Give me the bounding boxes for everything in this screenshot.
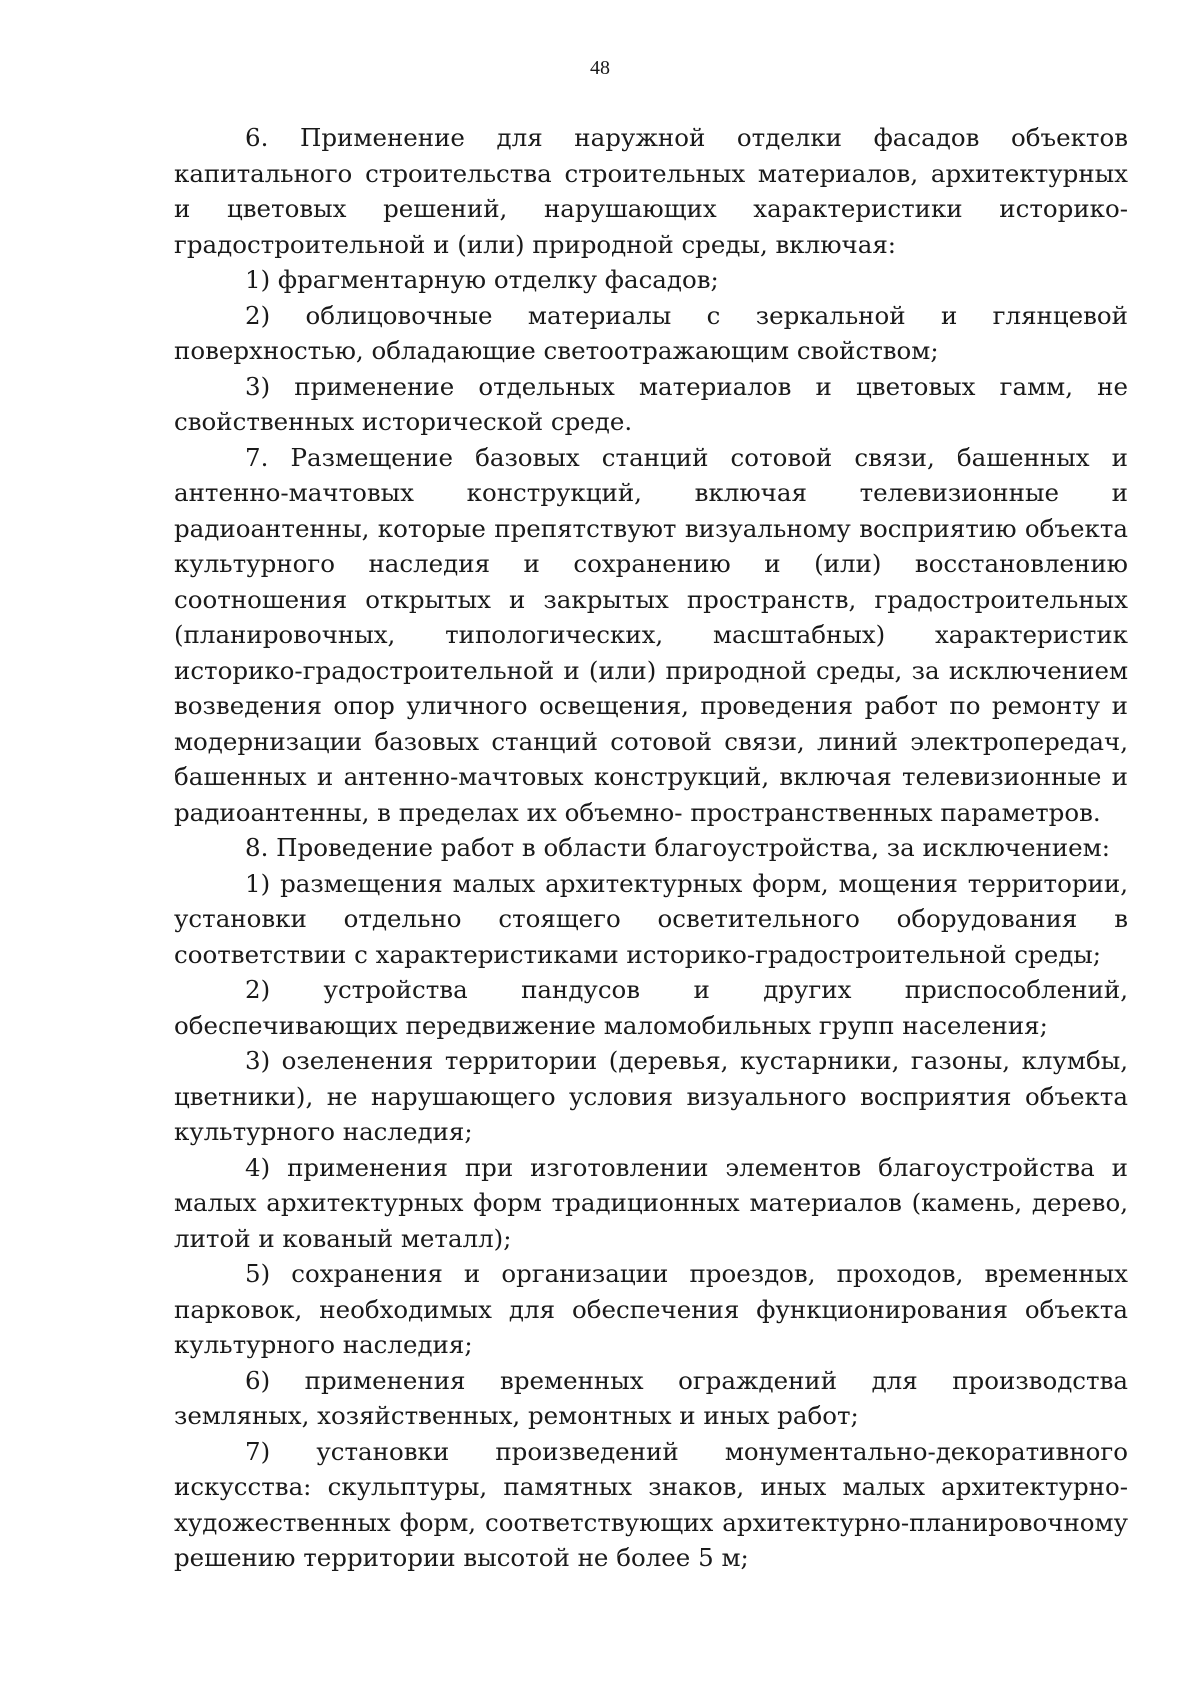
paragraph-item-6: 6. Применение для наружной отделки фасадов объектов капитального строительства строительных материалов, архитектурных и цветовых решений, нарушающих характеристики историко-градостроительной и (или) природной среды, включая: bbox=[174, 123, 1128, 259]
paragraph-item-7: 7. Размещение базовых станций сотовой связи, башенных и антенно-мачтовых конструкций, включая телевизионные и радиоантенны, которые препятствуют визуальному восприятию объекта культурного наследия и сохранению и (или) восстановлению соотношения открытых и закрытых пространств, градостроительных (планировочных, типологических, масштабных) характеристик историко-градостроительной и (или) природной среды, за исключением возведения опор уличного освещения, проведения работ по ремонту и модернизации базовых станций сотовой связи, линий электропередач, башенных и антенно-мачтовых конструкций, включая телевизионные и радиоантенны, в пределах их объемно- пространственных параметров. bbox=[174, 442, 1128, 827]
paragraph-subitem-8-6: 6) применения временных ограждений для производства земляных, хозяйственных, ремонтных и иных работ; bbox=[174, 1365, 1128, 1430]
paragraph-subitem-8-7: 7) установки произведений монументально-декоративного искусства: скульптуры, памятных знаков, иных малых архитектурно-художественных форм, соответствующих архитектурно-планировочному решению территории высотой не более 5 м; bbox=[174, 1436, 1128, 1572]
paragraph-subitem-6-2: 2) облицовочные материалы с зеркальной и глянцевой поверхностью, обладающие светоотражающим свойством; bbox=[174, 300, 1128, 365]
paragraph-item-8: 8. Проведение работ в области благоустройства, за исключением: bbox=[245, 833, 1110, 862]
document-body bbox=[174, 120, 1128, 1576]
paragraph-subitem-8-5: 5) сохранения и организации проездов, проходов, временных парковок, необходимых для обеспечения функционирования объекта культурного наследия; bbox=[174, 1259, 1128, 1359]
paragraph-subitem-8-1: 1) размещения малых архитектурных форм, мощения территории, установки отдельно стоящего осветительного оборудования в соответствии с характеристиками историко-градостроительной среды; bbox=[174, 868, 1128, 969]
paragraph-subitem-6-3: 3) применение отдельных материалов и цветовых гамм, не свойственных исторической среде. bbox=[174, 371, 1128, 436]
paragraph-subitem-6-1: 1) фрагментарную отделку фасадов; bbox=[245, 265, 719, 294]
page-number: 48 bbox=[590, 57, 610, 79]
paragraph-subitem-8-4: 4) применения при изготовлении элементов благоустройства и малых архитектурных форм традиционных материалов (камень, дерево, литой и кованый металл); bbox=[174, 1152, 1128, 1253]
paragraph-subitem-8-3: 3) озеленения территории (деревья, кустарники, газоны, клумбы, цветники), не нарушающего условия визуального восприятия объекта культурного наследия; bbox=[174, 1046, 1128, 1146]
paragraph-subitem-8-2: 2) устройства пандусов и других приспособлений, обеспечивающих передвижение маломобильных групп населения; bbox=[174, 975, 1128, 1040]
